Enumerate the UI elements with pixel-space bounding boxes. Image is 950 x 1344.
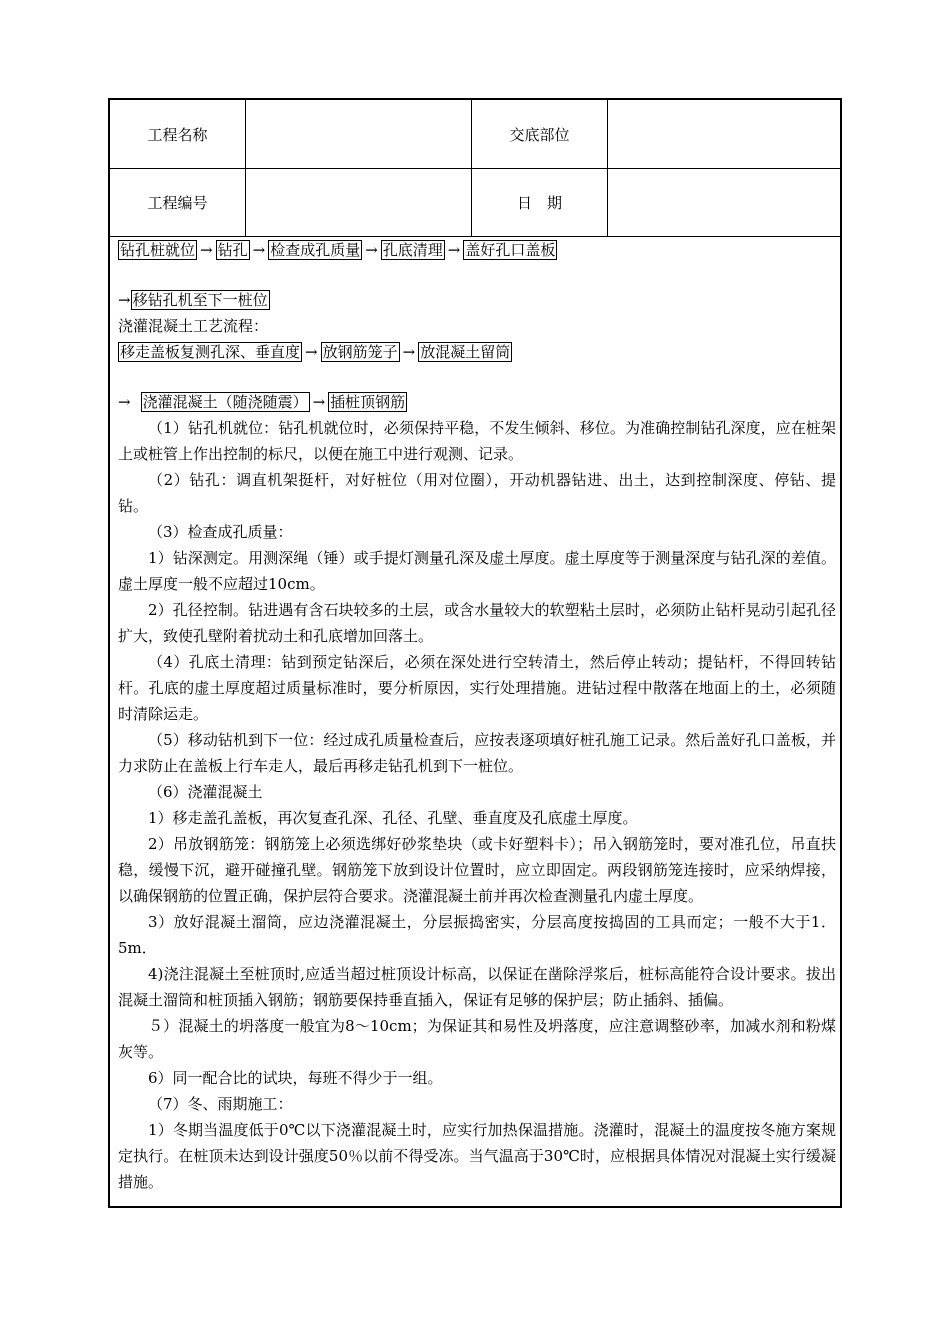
arrow-icon: → bbox=[305, 343, 318, 361]
arrow-icon: → bbox=[118, 291, 131, 309]
flow1-line-1 bbox=[118, 237, 836, 263]
paragraph: （4）孔底土清理：钻到预定钻深后，必须在深处进行空转清土，然后停止转动；提钻杆，不得回转钻杆。孔底的虚土厚度超过质量标准时，要分析原因，实行处理措施。进钻过程中散落在地面上的土，必须随时清除运走。 bbox=[118, 653, 836, 723]
paragraph: （3）检查成孔质量： bbox=[148, 523, 293, 541]
arrow-icon: → bbox=[252, 241, 266, 259]
paragraph: ５）混凝土的坍落度一般宜为8～10cm；为保证其和易性及坍落度，应注意调整砂率，加减水剂和粉煤灰等。 bbox=[118, 1017, 836, 1061]
flow-step: 检查成孔质量 bbox=[270, 241, 361, 259]
paragraph: （1）钻孔机就位：钻孔机就位时，必须保持平稳，不发生倾斜、移位。为准确控制钻孔深度，应在桩架上或桩管上作出控制的标尺，以便在施工中进行观测、记录。 bbox=[118, 419, 836, 463]
flow-step: 孔底清理 bbox=[382, 241, 443, 259]
arrow-icon: → bbox=[118, 393, 131, 411]
project-no-label: 工程编号 bbox=[110, 168, 246, 236]
flow1-line-2 bbox=[118, 287, 836, 313]
header-row-1 bbox=[110, 100, 840, 169]
location-label: 交底部位 bbox=[472, 100, 608, 168]
project-name-label: 工程名称 bbox=[110, 100, 246, 168]
location-value bbox=[608, 100, 840, 168]
date-value bbox=[608, 168, 840, 236]
arrow-icon: → bbox=[402, 343, 416, 361]
arrow-icon: → bbox=[312, 393, 326, 411]
paragraph: 1）移走盖孔盖板，再次复查孔深、孔径、孔壁、垂直度及孔底虚土厚度。 bbox=[148, 809, 638, 827]
date-label: 日 期 bbox=[472, 168, 608, 236]
paragraph: （2）钻孔：调直机架挺杆，对好桩位（用对位圈），开动机器钻进、出土，达到控制深度、停钻、提钻。 bbox=[118, 471, 836, 515]
project-name-value bbox=[246, 100, 472, 168]
flow2-title: 浇灌混凝土工艺流程： bbox=[118, 317, 269, 335]
flow-step: 放钢筋笼子 bbox=[322, 343, 398, 361]
flow2-line-1 bbox=[118, 339, 836, 365]
flow-step: 钻孔桩就位 bbox=[120, 241, 196, 259]
disclosure-form bbox=[108, 98, 842, 1208]
flow-step: 盖好孔口盖板 bbox=[465, 241, 556, 259]
flow-step: 移走盖板复测孔深、垂直度 bbox=[120, 343, 301, 361]
paragraph: 3）放好混凝土溜筒，应边浇灌混凝土，分层振捣密实，分层高度按捣固的工具而定；一般不大于1．5m． bbox=[118, 913, 836, 957]
arrow-icon: → bbox=[200, 241, 213, 259]
flow-step: 钻孔 bbox=[217, 241, 248, 259]
flow-step: 放混凝土留筒 bbox=[420, 343, 511, 361]
paragraph: 1）冬期当温度低于0℃以下浇灌混凝土时，应实行加热保温措施。浇灌时，混凝土的温度按冬施方案规定执行。在桩顶未达到设计强度50％以前不得受冻。当气温高于30℃时，应根据具体情况对混凝土实行缓凝措施。 bbox=[118, 1121, 836, 1191]
paragraph: （5）移动钻机到下一位：经过成孔质量检查后，应按表逐项填好桩孔施工记录。然后盖好孔口盖板，并力求防止在盖板上行车走人，最后再移走钻孔机到下一桩位。 bbox=[118, 731, 836, 775]
paragraph: （6）浇灌混凝土 bbox=[148, 783, 263, 801]
flow-step: 浇灌混凝土（随浇随震） bbox=[142, 393, 308, 411]
header-row-2 bbox=[110, 168, 840, 237]
project-no-value bbox=[246, 168, 472, 236]
arrow-icon: → bbox=[447, 241, 461, 259]
paragraph: （7）冬、雨期施工： bbox=[148, 1095, 293, 1113]
flow-step: 移钻孔机至下一桩位 bbox=[132, 291, 268, 309]
flow2-line-2 bbox=[118, 389, 836, 415]
arrow-icon: → bbox=[365, 241, 378, 259]
paragraph: 6）同一配合比的试块，每班不得少于一组。 bbox=[148, 1069, 443, 1087]
paragraph: 4)浇注混凝土至桩顶时,应适当超过桩顶设计标高，以保证在凿除浮浆后，桩标高能符合设计要求。拔出混凝土溜筒和桩顶插入钢筋；钢筋要保持垂直插入，保证有足够的保护层；防止插斜、插偏。 bbox=[118, 965, 836, 1009]
paragraph: 1）钻深测定。用测深绳（锤）或手提灯测量孔深及虚土厚度。虚土厚度等于测量深度与钻孔深的差值。虚土厚度一般不应超过10cm。 bbox=[118, 549, 836, 593]
disclosure-content bbox=[118, 237, 836, 1195]
paragraph: 2）孔径控制。钻进遇有含石块较多的土层，或含水量较大的软塑粘土层时，必须防止钻杆晃动引起孔径扩大，致使孔壁附着扰动土和孔底增加回落土。 bbox=[118, 601, 836, 645]
paragraph: 2）吊放钢筋笼：钢筋笼上必须选绑好砂浆垫块（或卡好塑料卡）；吊入钢筋笼时，要对准孔位，吊直扶稳，缓慢下沉，避开碰撞孔壁。钢筋笼下放到设计位置时，应立即固定。两段钢筋笼连接时，应采纳焊接，以确保钢筋的位置正确，保护层符合要求。浇灌混凝土前并再次检查测量孔内虚土厚度。 bbox=[118, 835, 836, 905]
flow-step: 插桩顶钢筋 bbox=[330, 393, 406, 411]
